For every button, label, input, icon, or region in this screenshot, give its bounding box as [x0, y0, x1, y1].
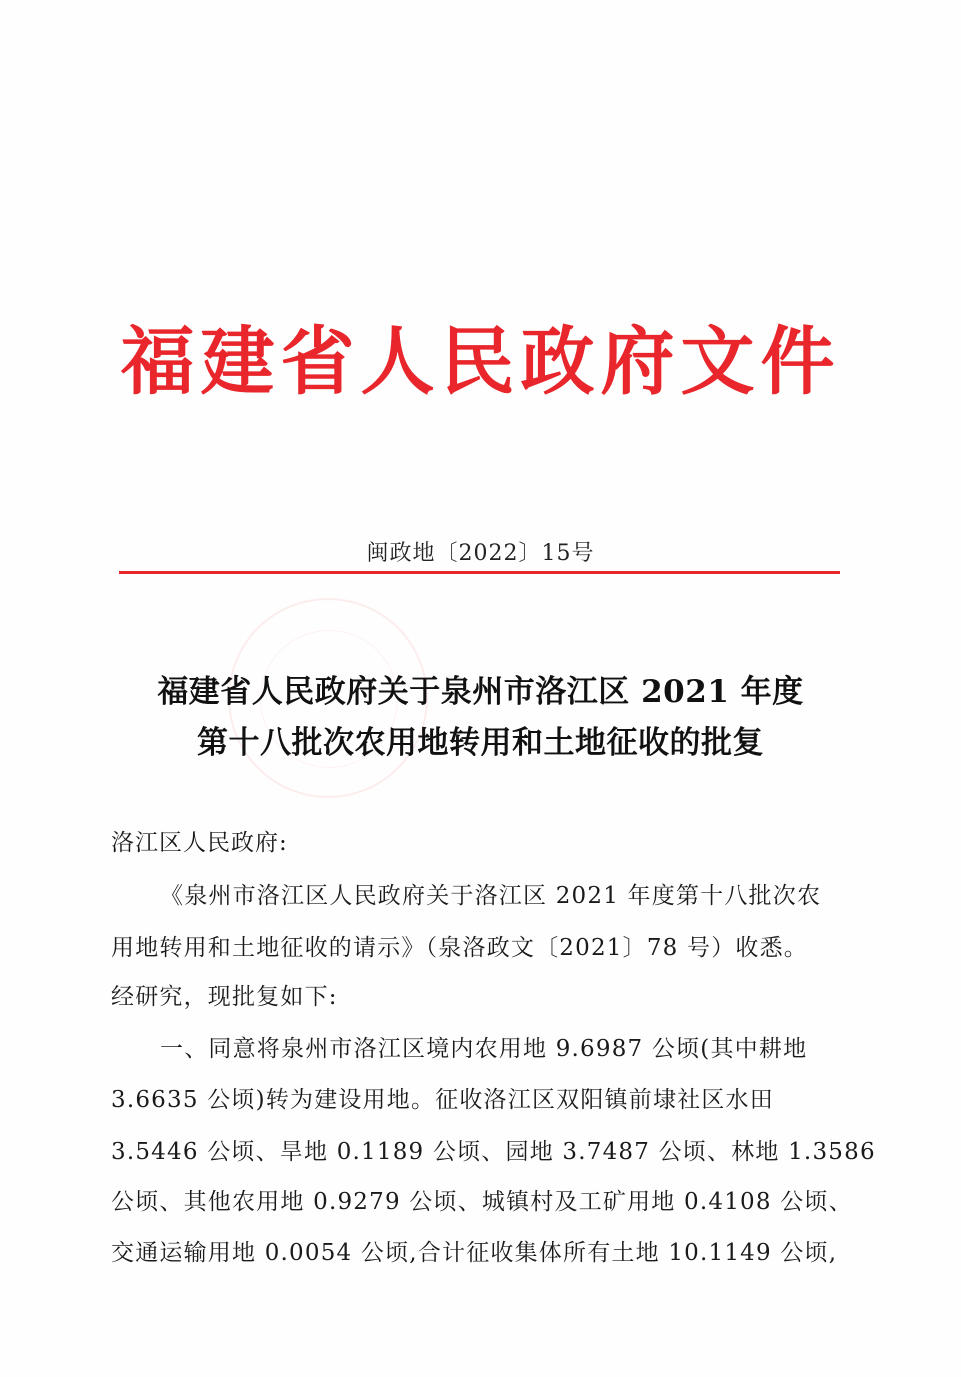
document-number: 闽政地〔2022〕15号	[366, 541, 595, 566]
body-line-6: 3.5446 公顷、旱地 0.1189 公顷、园地 3.7487 公顷、林地 1.3586	[111, 1139, 876, 1165]
body-line-8: 交通运输用地 0.0054 公顷,合计征收集体所有土地 10.1149 公顷,	[111, 1240, 838, 1266]
body-line-3: 经研究，现批复如下:	[111, 984, 338, 1010]
body-line-5: 3.6635 公顷)转为建设用地。征收洛江区双阳镇前埭社区水田	[111, 1087, 774, 1113]
document-title-line-2: 第十八批次农用地转用和土地征收的批复	[197, 725, 764, 761]
masthead-title: 福建省人民政府文件	[120, 319, 841, 405]
document-title-line-1: 福建省人民政府关于泉州市洛江区 2021 年度	[157, 674, 804, 710]
body-line-7: 公顷、其他农用地 0.9279 公顷、城镇村及工矿用地 0.4108 公顷、	[111, 1189, 853, 1215]
red-divider-line	[119, 571, 840, 574]
body-line-4: 一、同意将泉州市洛江区境内农用地 9.6987 公顷(其中耕地	[160, 1036, 808, 1062]
addressee: 洛江区人民政府:	[111, 830, 288, 856]
body-line-2: 用地转用和土地征收的请示》（泉洛政文〔2021〕78 号）收悉。	[111, 935, 809, 961]
body-line-1: 《泉州市洛江区人民政府关于洛江区 2021 年度第十八批次农	[160, 883, 822, 909]
